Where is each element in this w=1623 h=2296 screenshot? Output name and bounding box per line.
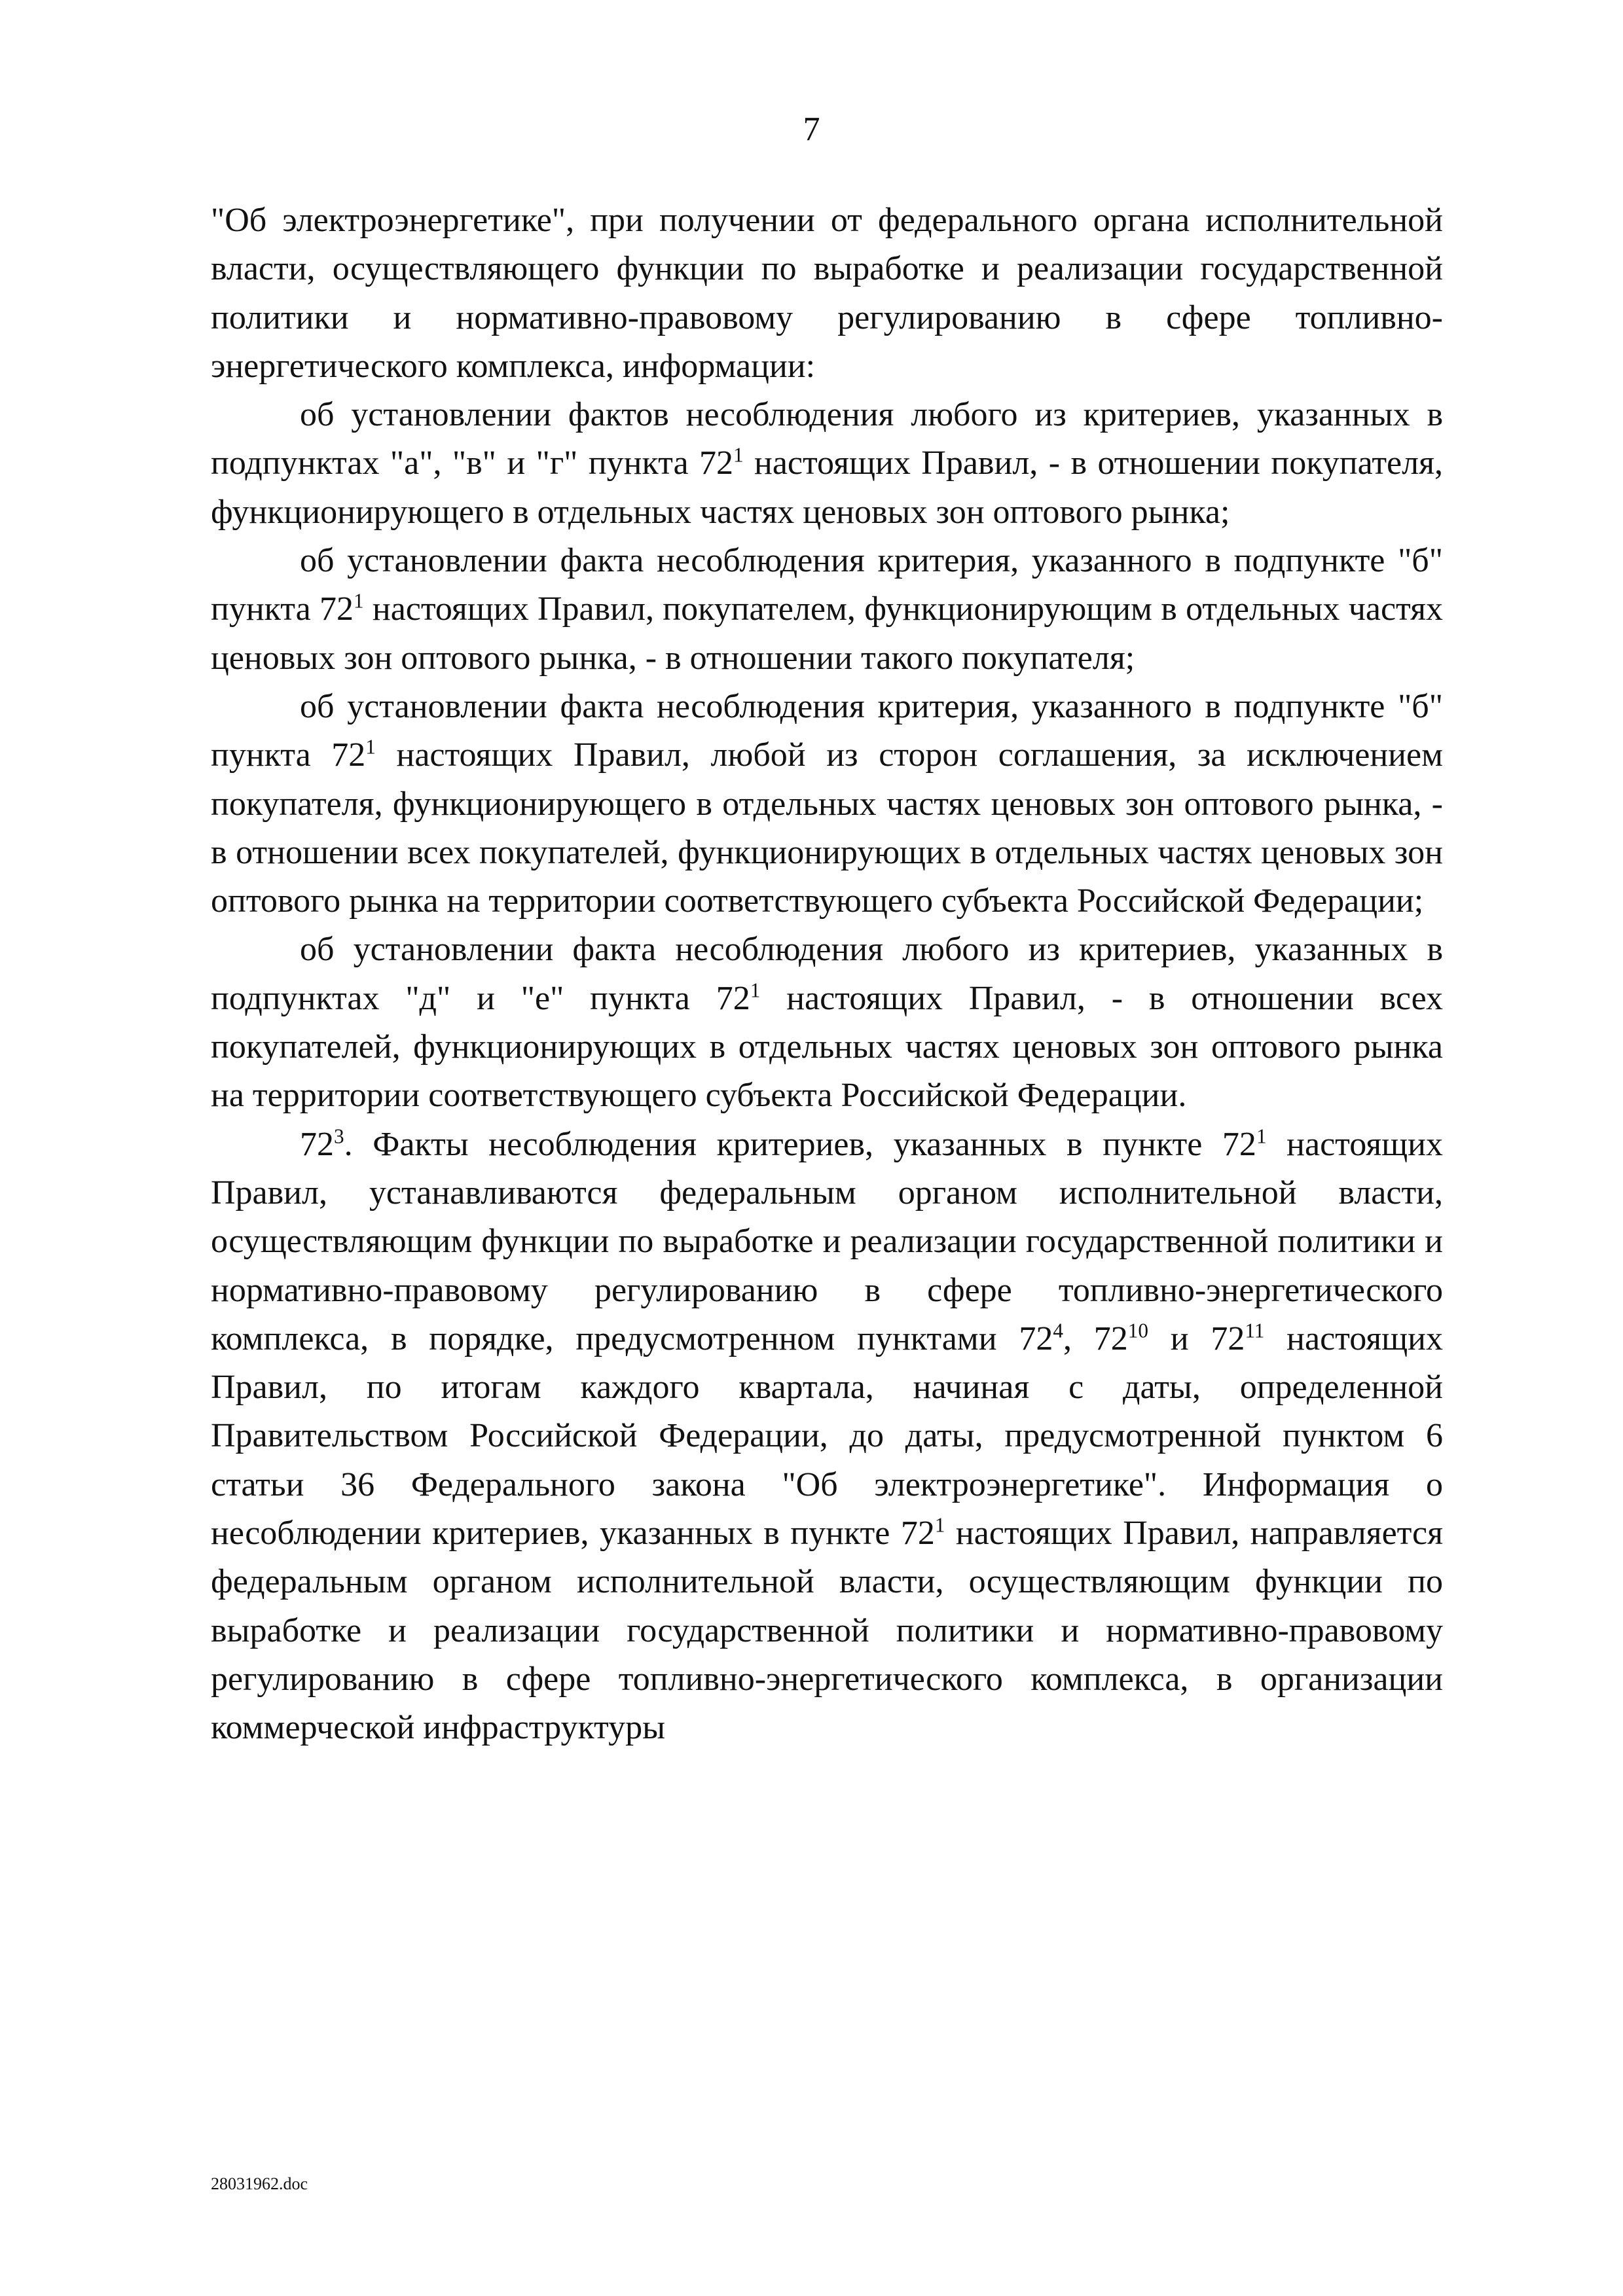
paragraph-text: и 72: [1148, 1319, 1245, 1357]
paragraph-text: об установлении факта несоблюдения любого из критериев, указанных в подпунктах "д" и "е" пункта 72: [211, 931, 1443, 1017]
paragraph-text: настоящих Правил, - в отношении всех покупателей, функционирующих в отдельных частях ценовых зон оптового рынка на территории соответствующего субъекта Российской Федерации.: [211, 979, 1443, 1115]
paragraph: [211, 537, 1443, 683]
paragraph-text: об установлении фактов несоблюдения любого из критериев, указанных в подпунктах "а", "в" и "г" пункта 72: [211, 396, 1443, 482]
superscript: 1: [750, 978, 761, 1002]
superscript: 1: [733, 444, 744, 467]
superscript: 1: [934, 1513, 945, 1537]
document-body: [211, 196, 1443, 1753]
paragraph: [211, 391, 1443, 537]
page-number: 7: [803, 111, 820, 148]
paragraph: [211, 925, 1443, 1120]
superscript: 4: [1053, 1319, 1063, 1342]
paragraph-text: настоящих Правил, направляется федеральным органом исполнительной власти, осуществляющим функции по выработке и реализации государственной политики и нормативно-правовому регулированию в сфере топливно-энергетического комплекса, в организации коммерческой инфраструктуры: [211, 1515, 1443, 1747]
paragraph-text: настоящих Правил, покупателем, функционирующим в отдельных частях ценовых зон оптового рынка, - в отношении такого покупателя;: [211, 590, 1443, 677]
superscript: 1: [353, 590, 364, 613]
superscript: 1: [365, 735, 376, 759]
footer-filename: 28031962.doc: [211, 2174, 308, 2193]
paragraph-text: об установлении факта несоблюдения критерия, указанного в подпункте "б" пункта 72: [211, 687, 1443, 774]
paragraph: [211, 683, 1443, 925]
paragraph-text: 72: [300, 1125, 334, 1163]
paragraph-text: настоящих Правил, - в отношении покупателя, функционирующего в отдельных частях ценовых зон оптового рынка;: [211, 444, 1443, 531]
paragraph-text: , 72: [1063, 1319, 1128, 1357]
paragraph: [211, 1121, 1443, 1753]
paragraph-text: настоящих Правил, устанавливаются федеральным органом исполнительной власти, осуществляющим функции по выработке и реализации государственной политики и нормативно-правовому регулированию в сфере топливно-энергетического комплекса, в порядке, предусмотренном пунктами 72: [211, 1125, 1443, 1357]
paragraph-text: "Об электроэнергетике", при получении от федерального органа исполнительной власти, осуществляющего функции по выработке и реализации государственной политики и нормативно-правовому регулированию в сфере топливно-энергетического комплекса, информации:: [211, 202, 1443, 385]
superscript: 3: [334, 1124, 344, 1148]
superscript: 10: [1127, 1319, 1148, 1342]
paragraph-text: об установлении факта несоблюдения критерия, указанного в подпункте "б" пункта 72: [211, 542, 1443, 628]
paragraph: [211, 196, 1443, 391]
paragraph-text: настоящих Правил, любой из сторон соглашения, за исключением покупателя, функционирующего в отдельных частях ценовых зон оптового рынка, - в отношении всех покупателей, функционирующих в отдельных частях ценовых зон оптового рынка на территории соответствующего субъекта Российской Федерации;: [211, 736, 1443, 920]
superscript: 11: [1245, 1319, 1265, 1342]
paragraph-text: настоящих Правил, по итогам каждого квартала, начиная с даты, определенной Правительством Российской Федерации, до даты, предусмотренной пунктом 6 статьи 36 Федерального закона "Об электроэнергетике". Информация о несоблюдении критериев, указанных в пункте 72: [211, 1319, 1443, 1552]
superscript: 1: [1256, 1124, 1267, 1148]
paragraph-text: . Факты несоблюдения критериев, указанных в пункте 72: [344, 1125, 1256, 1163]
